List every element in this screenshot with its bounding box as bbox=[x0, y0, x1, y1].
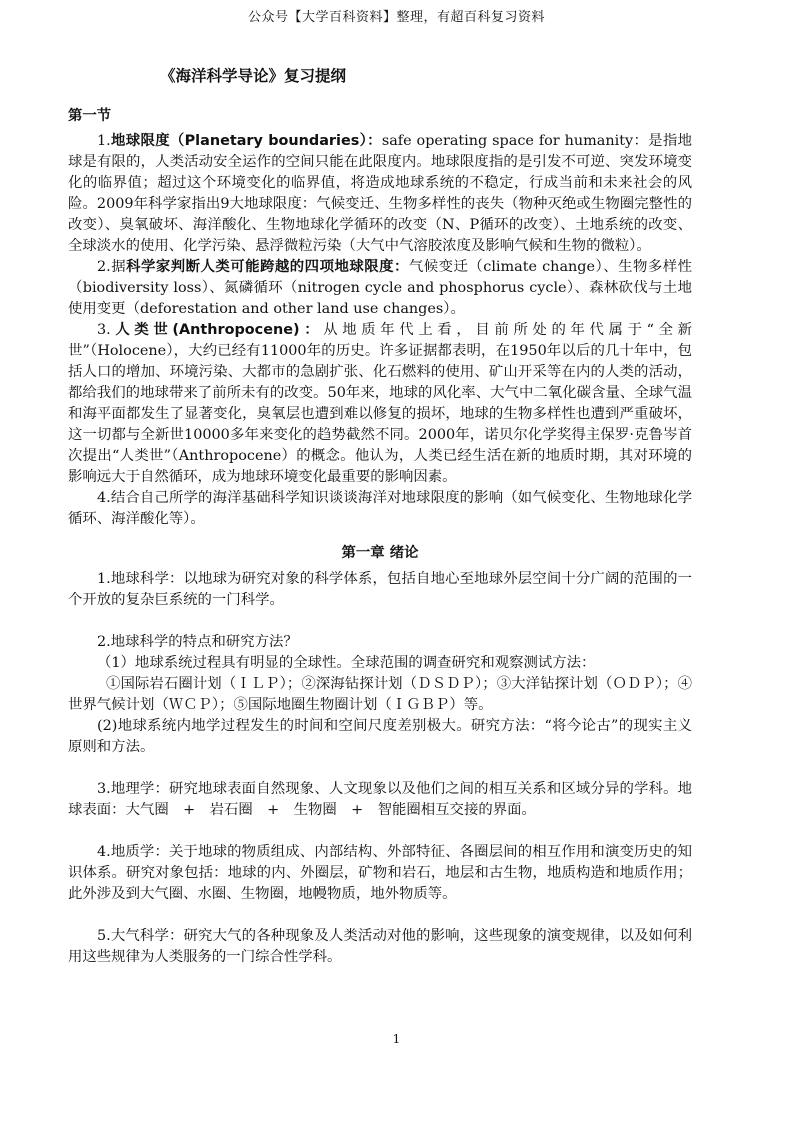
section-heading: 第一节 bbox=[68, 107, 112, 124]
paragraph-four-boundaries bbox=[68, 257, 692, 320]
term-four-boundaries: 科学家判断人类可能跨越的四项地球限度： bbox=[126, 259, 409, 275]
paragraph-atmospheric-science: 5.大气科学：研究大气的各种现象及人类活动对他的影响，这些现象的演变规律，以及如何利用这些规律为人类服务的一门综合性学科。 bbox=[68, 928, 692, 965]
paragraph-text: 气候变迁（climate change）、生物多样性（biodiversity loss）、氮磷循环（nitrogen cycle and phosphorus cycle）、森林砍伐与土地使用变更（deforestation and other land use changes）。 bbox=[68, 259, 692, 317]
item-number: 3. bbox=[97, 322, 111, 338]
paragraph-global-nature: （1）地球系统过程具有明显的全球性。全球范围的调查研究和观察测试方法： bbox=[97, 655, 596, 671]
page-number: 1 bbox=[392, 1032, 401, 1046]
page-header: 公众号【大学百科资料】整理，有超百科复习资料 bbox=[247, 10, 545, 25]
paragraph-question-2: 2.地球科学的特点和研究方法？ bbox=[97, 634, 298, 650]
paragraph-anthropocene bbox=[68, 320, 692, 488]
paragraph-program-list: ①国际岩石圈计划（ＩＬＰ）；②深海钻探计划（ＤＳＤＰ）；③大洋钻探计划（ＯＤＰ）；④世界气候计划（ＷＣＰ）；⑤国际地圈生物圈计划（ＩＧＢＰ）等。 bbox=[68, 676, 692, 713]
item-number: 2.据 bbox=[97, 259, 127, 275]
paragraph-planetary-boundaries bbox=[68, 131, 692, 257]
document-title: 《海洋科学导论》复习提纲 bbox=[160, 66, 347, 85]
paragraph-time-space-scale: (2)地球系统内地学过程发生的时间和空间尺度差别极大。研究方法：“将今论古”的现实主义原则和方法。 bbox=[68, 718, 692, 755]
item-number: 1. bbox=[97, 133, 111, 149]
paragraph-geography: 3.地理学：研究地球表面自然现象、人文现象以及他们之间的相互关系和区域分异的学科。地球表面：大气圈 + 岩石圈 + 生物圈 + 智能圈相互交接的界面。 bbox=[68, 781, 692, 818]
chapter-heading: 第一章 绪论 bbox=[341, 544, 419, 561]
paragraph-ocean-impact: 4.结合自己所学的海洋基础科学知识谈谈海洋对地球限度的影响（如气候变化、生物地球化学循环、海洋酸化等）。 bbox=[68, 490, 692, 527]
term-anthropocene: 人类世(Anthropocene)： bbox=[110, 322, 324, 338]
paragraph-geology: 4.地质学：关于地球的物质组成、内部结构、外部特征、各圈层间的相互作用和演变历史的知识体系。研究对象包括：地球的内、外圈层，矿物和岩石，地层和古生物，地质构造和地质作用；此外涉及到大气圈、水圈、生物圈，地幔物质，地外物质等。 bbox=[68, 844, 692, 902]
paragraph-text: 从地质年代上看，目前所处的年代属于“全新世”（Holocene），大约已经有11000年的历史。许多证据都表明，在1950年以后的几十年中，包括人口的增加、环境污染、大都市的急剧扩张、化石燃料的使用、矿山开采等在内的人类的活动，都给我们的地球带来了前所未有的改变。50年来，地球的风化率、大气中二氧化碳含量、全球气温和海平面都发生了显著变化，臭氧层也遭到难以修复的损坏，地球的生物多样性也遭到严重破坏，这一切都与全新世10000多年来变化的趋势截然不同。2000年，诺贝尔化学奖得主保罗·克鲁岑首次提出“人类世”（Anthropocene）的概念。他认为，人类已经生活在新的地质时期，其对环境的影响远大于自然循环，成为地球环境变化最重要的影响因素。 bbox=[68, 322, 692, 485]
paragraph-earth-science: 1.地球科学：以地球为研究对象的科学体系，包括自地心至地球外层空间十分广阔的范围的一个开放的复杂巨系统的一门科学。 bbox=[68, 571, 692, 608]
paragraph-text: safe operating space for humanity：是指地球是有限的，人类活动安全运作的空间只能在此限度内。地球限度指的是引发不可逆、突发环境变化的临界值；超过这个环境变化的临界值，将造成地球系统的不稳定，行成当前和未来社会的风险。2009年科学家指出9大地球限度：气候变迁、生物多样性的丧失（物种灭绝或生物圈完整性的改变）、臭氧破坏、海洋酸化、生物地球化学循环的改变（N、P循环的改变）、土地系统的改变、全球淡水的使用、化学污染、悬浮微粒污染（大气中气溶胶浓度及影响气候和生物的微粒）。 bbox=[68, 133, 692, 254]
term-planetary-boundaries: 地球限度（Planetary boundaries）： bbox=[110, 133, 382, 149]
document-body bbox=[68, 105, 692, 968]
